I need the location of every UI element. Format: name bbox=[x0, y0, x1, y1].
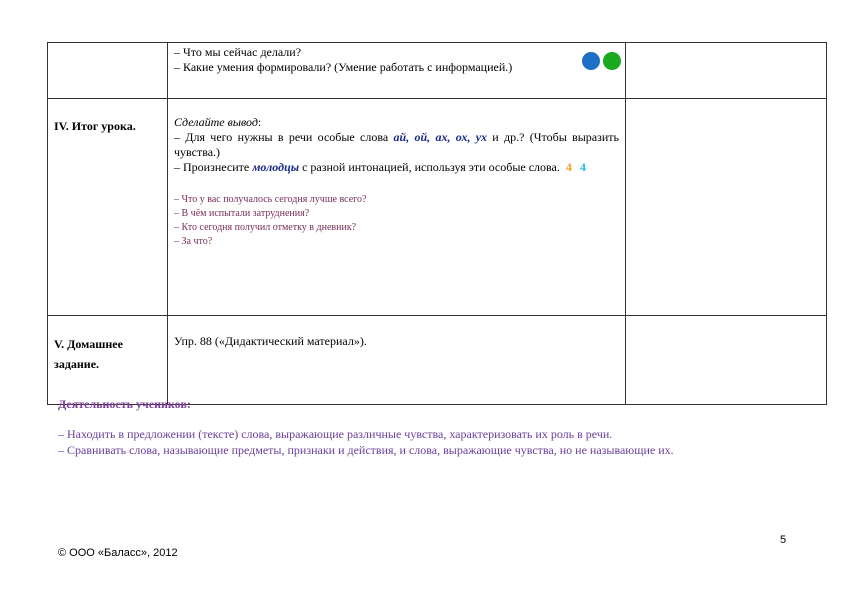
page-number: 5 bbox=[780, 534, 787, 546]
content-cell: Упр. 88 («Дидактический материал»). bbox=[168, 316, 626, 405]
list-item: – Находить в предложении (тексте) слова, выражающие различные чувства, характеризовать их роль в речи. bbox=[58, 427, 613, 441]
stage-cell bbox=[48, 316, 168, 405]
list-item: – Сравнивать слова, называющие предметы, признаки и действия, и слова, выражающие чувства, но не называющие их. bbox=[58, 443, 674, 457]
copyright-footer: © ООО «Баласс», 2012 bbox=[58, 547, 178, 559]
question-line: – Какие умения формировали? (Умение работать с информацией.) bbox=[174, 60, 513, 74]
emphasized-words: ай, ой, ах, ох, ух bbox=[393, 130, 487, 144]
stage-label: задание. bbox=[54, 357, 100, 371]
marker-number-cyan: 4 bbox=[579, 160, 586, 174]
list-item: – Что у вас получалось сегодня лучше всего? bbox=[174, 194, 367, 205]
stage-cell: IV. Итог урока. bbox=[48, 99, 168, 316]
conclusion-heading: Сделайте вывод: bbox=[174, 115, 262, 129]
lesson-table bbox=[47, 42, 827, 405]
activity-title: Деятельность учеников: bbox=[58, 397, 191, 411]
stage-label: V. Домашнее bbox=[54, 337, 123, 351]
emphasized-word: молодцы bbox=[252, 160, 300, 174]
list-item: – Кто сегодня получил отметку в дневник? bbox=[174, 222, 357, 233]
stage-cell bbox=[48, 43, 168, 99]
blue-circle-icon bbox=[582, 52, 600, 70]
content-cell bbox=[168, 43, 626, 99]
green-circle-icon bbox=[603, 52, 621, 70]
circle-markers bbox=[582, 52, 621, 70]
notes-cell bbox=[626, 316, 827, 405]
notes-cell bbox=[626, 99, 827, 316]
notes-cell bbox=[626, 43, 827, 99]
list-item: – В чём испытали затруднения? bbox=[174, 208, 310, 219]
list-item: – За что? bbox=[174, 236, 213, 247]
student-activity bbox=[58, 396, 818, 458]
question-line: – Что мы сейчас делали? bbox=[174, 45, 302, 59]
table-row bbox=[48, 99, 827, 316]
table-row bbox=[48, 43, 827, 99]
content-cell bbox=[168, 99, 626, 316]
table-row bbox=[48, 316, 827, 405]
reflection-questions bbox=[174, 193, 619, 249]
conclusion-task-2: – Произнесите молодцы с разной интонацией, используя эти особые слова. 4 4 bbox=[174, 160, 586, 174]
marker-number-orange: 4 bbox=[565, 160, 572, 174]
conclusion-question-1: – Для чего нужны в речи особые слова ай, ой, ах, ох, ух и др.? (Чтобы выразить чувства.) bbox=[174, 130, 620, 159]
